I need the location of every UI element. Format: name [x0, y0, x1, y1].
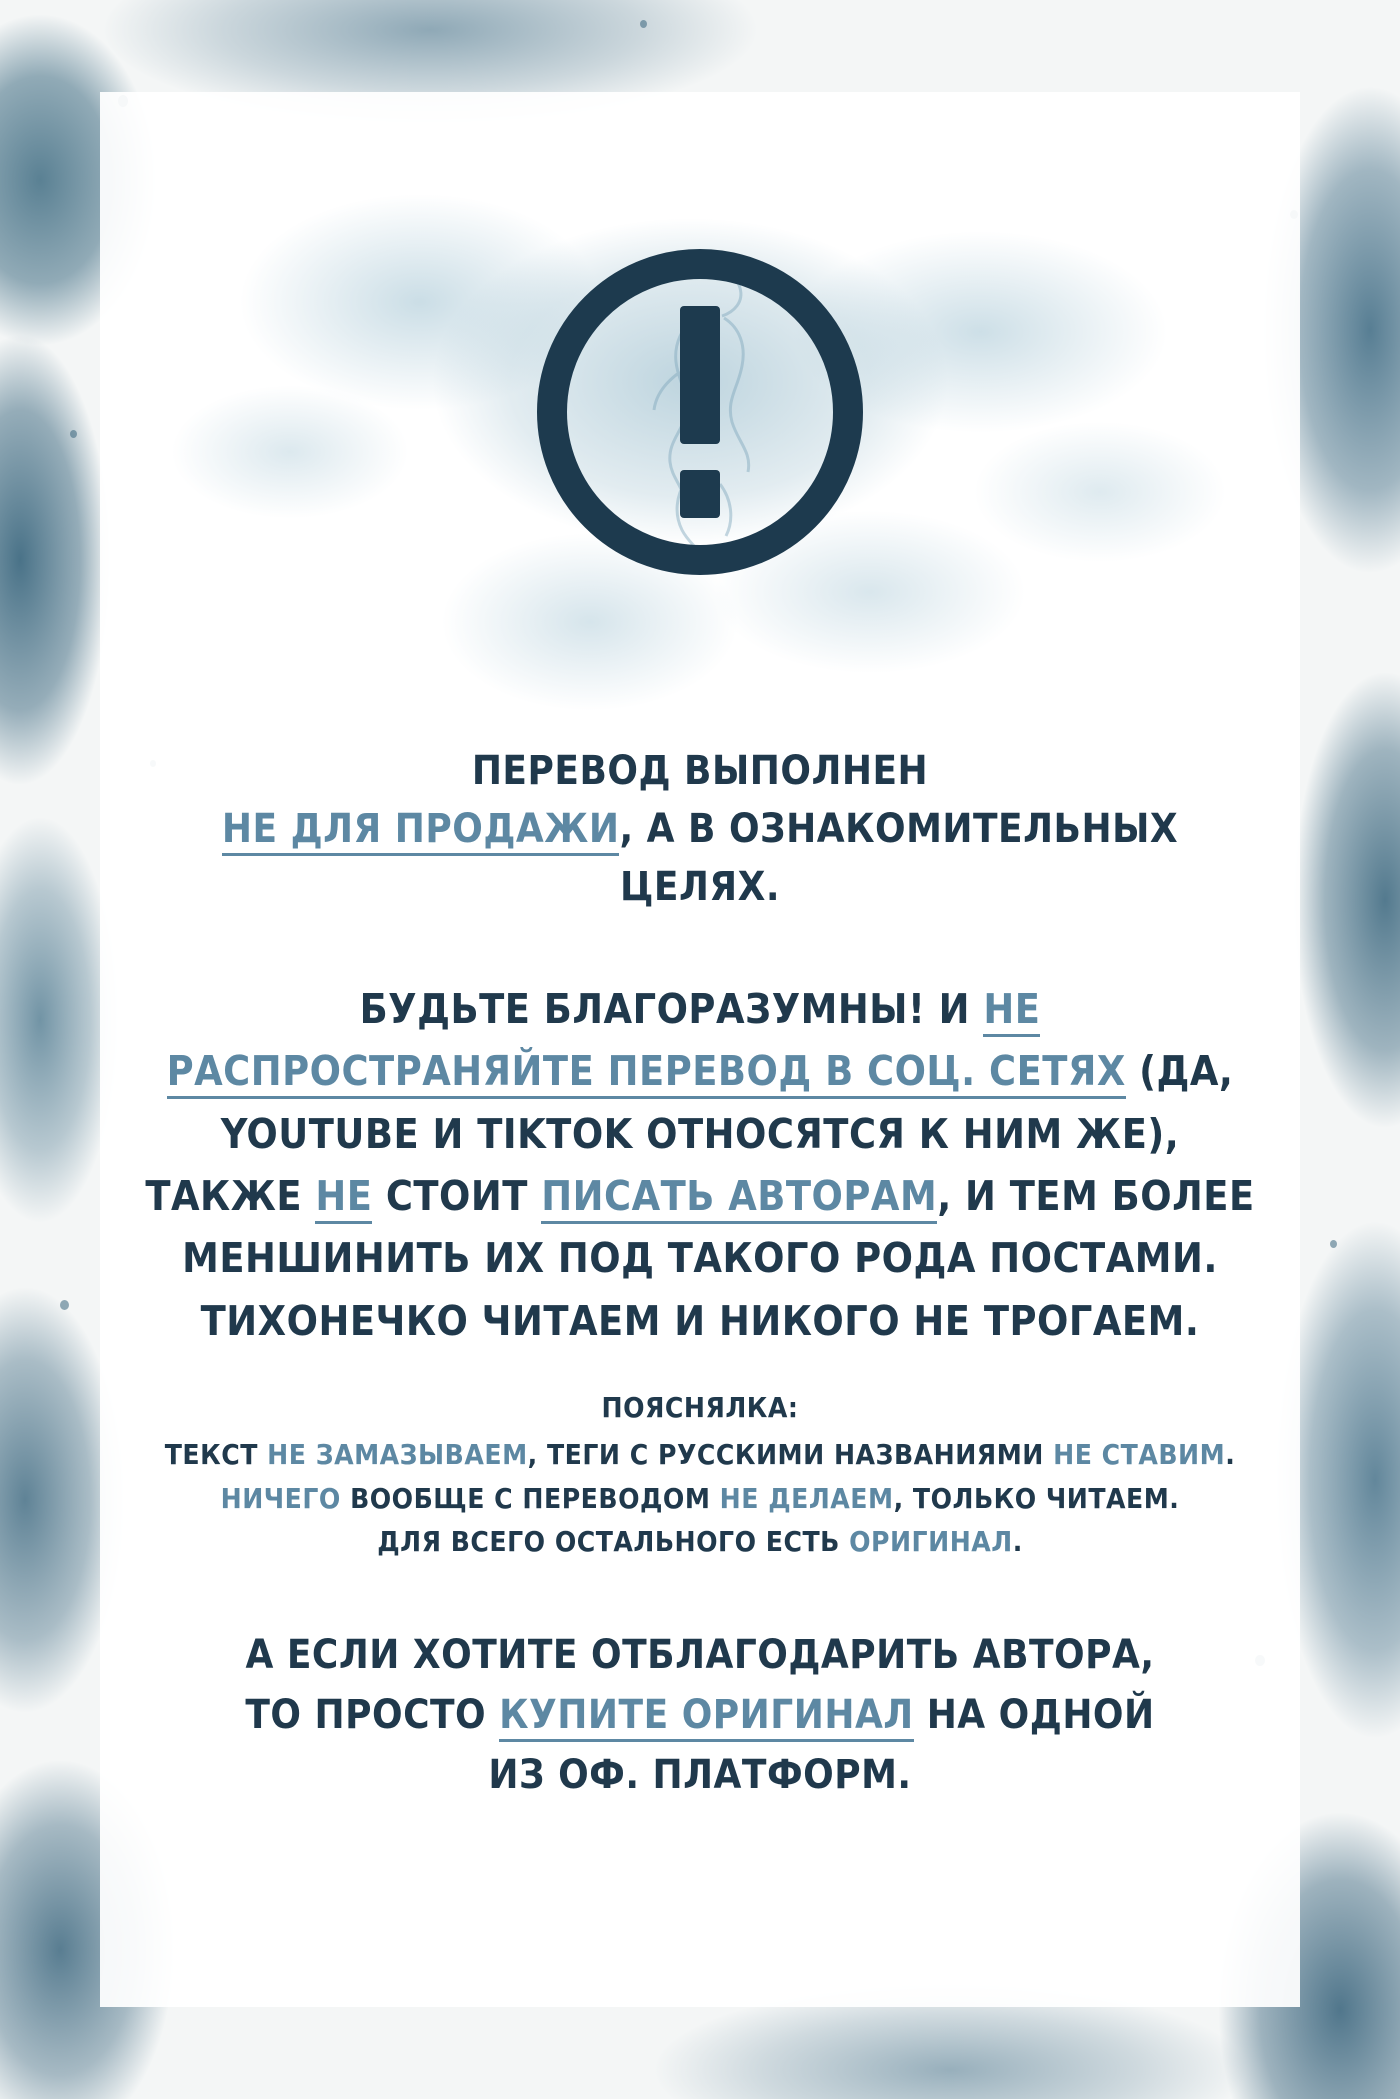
explainer-highlight-nothing: НИЧЕГО — [220, 1481, 341, 1515]
explainer-text-1: ТЕКСТ — [164, 1438, 268, 1472]
support-highlight-buy-original: КУПИТЕ ОРИГИНАЛ — [499, 1692, 914, 1742]
notice-card — [100, 92, 1300, 2007]
main-paragraph — [100, 978, 1300, 1352]
explainer-caption: ПОЯСНЯЛКА: — [601, 1390, 799, 1424]
support-paragraph — [100, 1625, 1300, 1805]
main-highlight-write-authors: ПИСАТЬ АВТОРАМ — [541, 1172, 937, 1224]
explainer-line-1 — [150, 1433, 1250, 1476]
support-line-1: А ЕСЛИ ХОТИТЕ ОТБЛАГОДАРИТЬ АВТОРА, — [245, 1632, 1155, 1679]
explainer-highlight-no-tags: НЕ СТАВИМ — [1053, 1438, 1226, 1472]
explainer-text-7: . — [1012, 1525, 1023, 1559]
main-highlight-not: НЕ — [315, 1172, 372, 1224]
exclamation-circle-icon — [510, 222, 890, 602]
explainer-text-4: ВООБЩЕ С ПЕРЕВОДОМ — [340, 1481, 720, 1515]
splatter-droplet — [640, 20, 647, 28]
notice-line-2 — [160, 800, 1240, 916]
explainer-text-3: . — [1225, 1438, 1236, 1472]
support-line-2 — [160, 1685, 1240, 1745]
splatter-droplet — [1330, 1240, 1337, 1248]
main-highlight-do-not-share: НЕ РАСПРОСТРАНЯЙТЕ ПЕРЕВОД В СОЦ. СЕТЯХ — [167, 985, 1126, 1099]
explainer-text-6: ДЛЯ ВСЕГО ОСТАЛЬНОГО ЕСТЬ — [377, 1525, 850, 1559]
main-text-3: СТОИТ — [372, 1171, 542, 1220]
main-text-2: (ДА, YOUTUBE И TIKTOK ОТНОСЯТСЯ К НИМ ЖЕ), ТАКЖЕ — [145, 1047, 1234, 1220]
notice-text-column — [100, 742, 1300, 1805]
support-text-1: ТО ПРОСТО — [245, 1692, 500, 1739]
explainer-text-2: , ТЕГИ С РУССКИМИ НАЗВАНИЯМИ — [527, 1438, 1054, 1472]
notice-line-1: ПЕРЕВОД ВЫПОЛНЕН — [471, 748, 929, 794]
main-text-4: , И ТЕМ БОЛЕЕ МЕНШИНИТЬ ИХ ПОД ТАКОГО РОДА ПОСТАМИ. ТИХОНЕЧКО ЧИТАЕМ И НИКОГО НЕ ТРОГАЕМ. — [182, 1171, 1255, 1345]
notice-line-2-tail: , А В ОЗНАКОМИТЕЛЬНЫХ ЦЕЛЯХ. — [619, 806, 1179, 910]
notice-highlight-not-for-sale: НЕ ДЛЯ ПРОДАЖИ — [222, 806, 620, 856]
splatter-droplet — [70, 430, 77, 438]
explainer-text-5: , ТОЛЬКО ЧИТАЕМ. — [893, 1481, 1180, 1515]
explainer-highlight-no-censor: НЕ ЗАМАЗЫВАЕМ — [267, 1438, 528, 1472]
support-line-3: ИЗ ОФ. ПЛАТФОРМ. — [488, 1752, 912, 1799]
explainer-paragraph — [100, 1386, 1300, 1564]
explainer-highlight-do-nothing: НЕ ДЕЛАЕМ — [719, 1481, 894, 1515]
notice-block — [100, 742, 1300, 916]
explainer-line-3 — [150, 1520, 1250, 1563]
main-text-1: БУДЬТЕ БЛАГОРАЗУМНЫ! И — [359, 985, 984, 1033]
splatter-droplet — [60, 1300, 69, 1310]
explainer-line-2 — [150, 1477, 1250, 1520]
explainer-highlight-original: ОРИГИНАЛ — [849, 1525, 1013, 1559]
support-text-2: НА ОДНОЙ — [913, 1692, 1155, 1739]
